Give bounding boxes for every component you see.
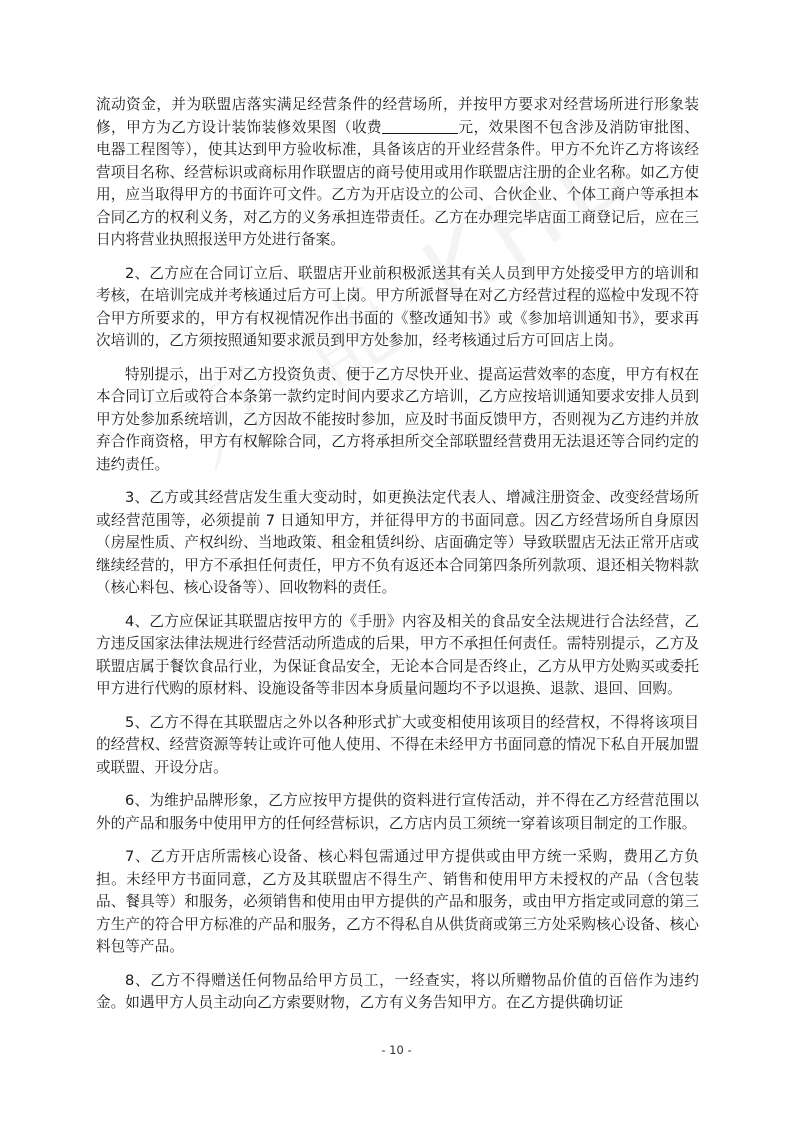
fee-blank-line: [382, 118, 458, 134]
paragraph-1-text-a: 流动资金，并为联盟店落实满足经营条件的经营场所，并按甲方要求对经营场所进行形象装修，甲方为乙方设计装饰装修效果图（收费: [96, 96, 699, 136]
paragraph-5: 5、乙方不得在其联盟店之外以各种形式扩大或变相使用该项目的经营权，不得将该项目的经营权、经营资源等转让或许可他人使用、不得在未经甲方书面同意的情况下私自开展加盟或联盟、开设分店。: [96, 713, 699, 776]
paragraph-6: 6、为维护品牌形象，乙方应按甲方提供的资料进行宣传活动，并不得在乙方经营范围以外的产品和服务中使用甲方的任何经营标识，乙方店内员工须统一穿着该项目制定的工作服。: [96, 792, 699, 832]
paragraph-special-notice: 特别提示，出于对乙方投资负责、便于乙方尽快开业、提高运营效率的态度，甲方有权在本合同订立后或符合本条第一款约定时间内要求乙方培训，乙方应按培训通知要求安排人员到甲方处参加系统培训，乙方因故不能按时参加，应及时书面反馈甲方，否则视为乙方违约并放弃合作商资格，甲方有权解除合同，乙方将承担所交全部联盟经营费用无法退还等合同约定的违约责任。: [96, 365, 699, 473]
paragraph-1-text-b: 元，效果图不包含涉及消防审批图、电器工程图等），使其达到甲方验收标准，具备该店的开业经营条件。甲方不允许乙方将该经营项目名称、经营标识或商标用作联盟店的商号使用或用作联盟店注册的企业名称。如乙方使用，应当取得甲方的书面许可文件。乙方为开店设立的公司、合伙企业、个体工商户等承担本合同乙方的权利义务，对乙方的义务承担连带责任。乙方在办理完毕店面工商登记后，应在三日内将营业执照报送甲方处进行备案。: [96, 118, 700, 248]
paragraph-8: 8、乙方不得赠送任何物品给甲方员工，一经查实，将以所赠物品价值的百倍作为违约金。如遇甲方人员主动向乙方索要财物，乙方有义务告知甲方。在乙方提供确切证: [96, 971, 699, 1011]
paragraph-4: 4、乙方应保证其联盟店按甲方的《手册》内容及相关的食品安全法规进行合法经营，乙方违反国家法律法规进行经营活动所造成的后果，甲方不承担任何责任。需特别提示，乙方及联盟店属于餐饮食品行业，为保证食品安全，无论本合同是否终止，乙方从甲方处购买或委托甲方进行代购的原材料、设施设备等非因本身质量问题均不予以退换、退款、退回、回购。: [96, 612, 699, 697]
paragraph-1: [96, 94, 699, 252]
document-body: [96, 94, 699, 1026]
page-number: - 10 -: [381, 1043, 412, 1057]
paragraph-7: 7、乙方开店所需核心设备、核心料包需通过甲方提供或由甲方统一采购，费用乙方负担。未经甲方书面同意，乙方及其联盟店不得生产、销售和使用甲方未授权的产品（含包装品、餐具等）和服务，必须销售和使用由甲方提供的产品和服务，或由甲方指定或同意的第三方生产的符合甲方标准的产品和服务，乙方不得私自从供货商或第三方处采购核心设备、核心料包等产品。: [96, 848, 699, 955]
paragraph-3: 3、乙方或其经营店发生重大变动时，如更换法定代表人、增减注册资金、改变经营场所或经营范围等，必须提前 7 日通知甲方，并征得甲方的书面同意。因乙方经营场所自身原因（房屋性质、产权纠纷、当地政策、租金租赁纠纷、店面确定等）导致联盟店无法正常开店或继续经营的，甲方不承担任何责任，甲方不负有返还本合同第四条所列款项、退还相关物料款（核心料包、核心设备等）、回收物料的责任。: [96, 489, 699, 596]
paragraph-2: 2、乙方应在合同订立后、联盟店开业前积极派送其有关人员到甲方处接受甲方的培训和考核，在培训完成并考核通过后方可上岗。甲方所派督导在对乙方经营过程的巡检中发现不符合甲方所要求的，甲方有权视情况作出书面的《整改通知书》或《参加培训通知书》，要求再次培训的，乙方须按照通知要求派员到甲方处参加，经考核通过后方可回店上岗。: [96, 264, 699, 349]
